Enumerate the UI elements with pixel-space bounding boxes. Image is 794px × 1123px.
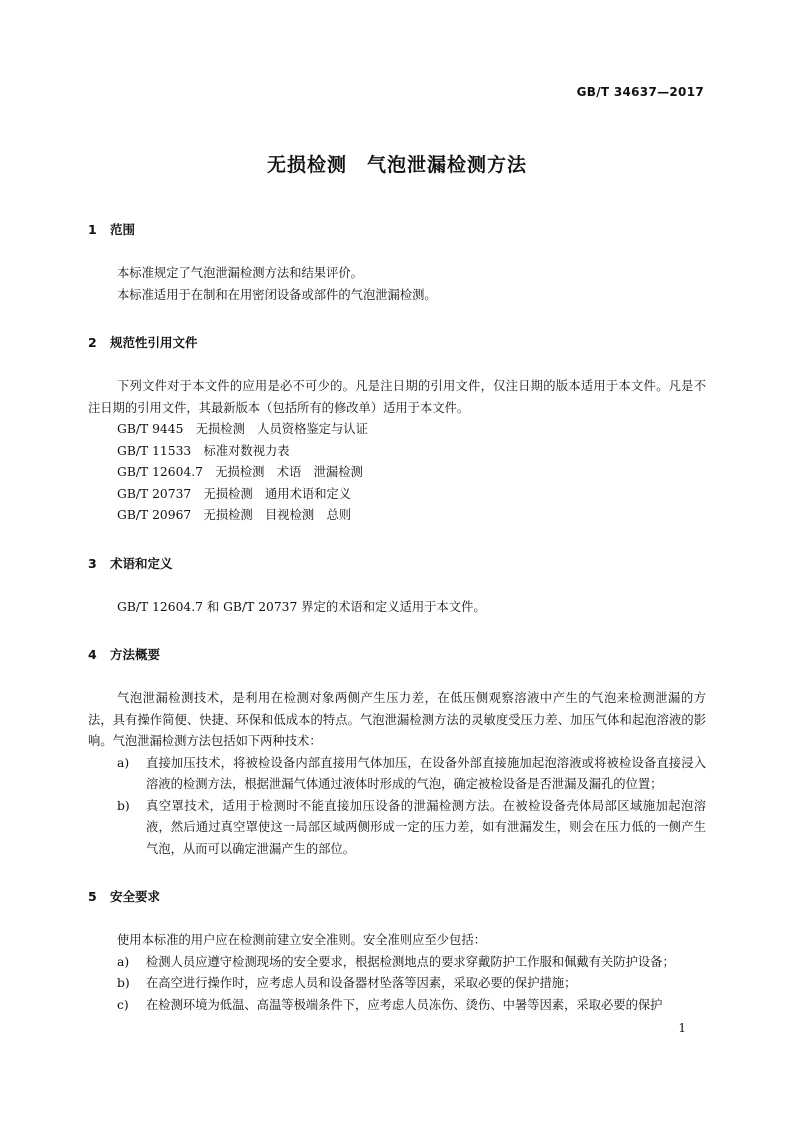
list-item [88, 952, 706, 974]
reference-item: GB/T 11533 标准对数视力表 [117, 443, 290, 458]
standard-code: GB/T 34637—2017 [576, 85, 704, 99]
document-title: 无损检测 气泡泄漏检测方法 [266, 154, 527, 176]
list-item-text: 直接加压技术，将被检设备内部直接用气体加压，在设备外部直接施加起泡溶液或将被检设备直接浸入溶液的检测方法，根据泄漏气体通过液体时形成的气泡，确定被检设备是否泄漏及漏孔的位置； [146, 755, 706, 791]
document-body [88, 221, 706, 1016]
list-item [88, 796, 706, 861]
list-marker: a) [117, 954, 130, 969]
reference-item: GB/T 12604.7 无损检测 术语 泄漏检测 [117, 465, 363, 479]
paragraph: 本标准适用于在制和在用密闭设备或部件的气泡泄漏检测。 [117, 287, 437, 302]
section-heading-normative-references [88, 334, 706, 352]
paragraph: GB/T 12604.7 和 GB/T 20737 界定的术语和定义适用于本文件。 [117, 599, 486, 614]
list-marker: b) [117, 976, 130, 990]
reference-item: GB/T 9445 无损检测 人员资格鉴定与认证 [117, 422, 368, 436]
paragraph: 气泡泄漏检测技术，是利用在检测对象两侧产生压力差，在低压侧观察溶液中产生的气泡来检测泄漏的方法，具有操作简便、快捷、环保和低成本的特点。气泡泄漏检测方法的灵敏度受压力差、加压气体和起泡溶液的影响。气泡泄漏检测方法包括如下两种技术： [88, 691, 706, 748]
list-item-text: 在高空进行操作时，应考虑人员和设备器材坠落等因素，采取必要的保护措施； [146, 976, 577, 990]
section-number: 5 [88, 889, 97, 904]
section-heading-scope [88, 221, 706, 239]
section-heading-safety [88, 888, 706, 906]
paragraph: 本标准规定了气泡泄漏检测方法和结果评价。 [117, 266, 363, 280]
section-heading-terms [88, 555, 706, 573]
paragraph: 下列文件对于本文件的应用是必不可少的。凡是注日期的引用文件，仅注日期的版本适用于本文件。凡是不注日期的引用文件，其最新版本（包括所有的修改单）适用于本文件。 [88, 379, 706, 415]
section-number: 4 [88, 647, 97, 662]
section-number: 2 [88, 335, 97, 350]
section-title: 术语和定义 [110, 555, 173, 571]
list-item [88, 753, 706, 796]
section-number: 1 [88, 222, 97, 237]
section-heading-method-overview [88, 646, 706, 664]
page-number: 1 [678, 1021, 686, 1035]
list-item-text: 检测人员应遵守检测现场的安全要求，根据检测地点的要求穿戴防护工作服和佩戴有关防护设备； [146, 954, 675, 969]
list-marker: a) [117, 755, 130, 770]
list-marker: b) [117, 798, 130, 813]
section-title: 规范性引用文件 [110, 335, 198, 350]
list-item-text: 在检测环境为低温、高温等极端条件下，应考虑人员冻伤、烫伤、中暑等因素，采取必要的保护 [146, 997, 663, 1012]
list-item-text: 真空罩技术，适用于检测时不能直接加压设备的泄漏检测方法。在被检设备壳体局部区域施加起泡溶液，然后通过真空罩使这一局部区域两侧形成一定的压力差，如有泄漏发生，则会在压力低的一侧产生气泡，从而可以确定泄漏产生的部位。 [146, 798, 706, 856]
section-number: 3 [88, 555, 97, 571]
reference-item: GB/T 20967 无损检测 目视检测 总则 [117, 508, 352, 522]
reference-item: GB/T 20737 无损检测 通用术语和定义 [117, 486, 352, 501]
paragraph: 使用本标准的用户应在检测前建立安全准则。安全准则应至少包括： [117, 933, 486, 947]
list-marker: c) [117, 997, 129, 1012]
list-item [88, 995, 706, 1017]
section-title: 范围 [110, 222, 136, 237]
section-title: 安全要求 [110, 889, 161, 904]
section-title: 方法概要 [110, 647, 161, 662]
list-item [88, 973, 706, 995]
